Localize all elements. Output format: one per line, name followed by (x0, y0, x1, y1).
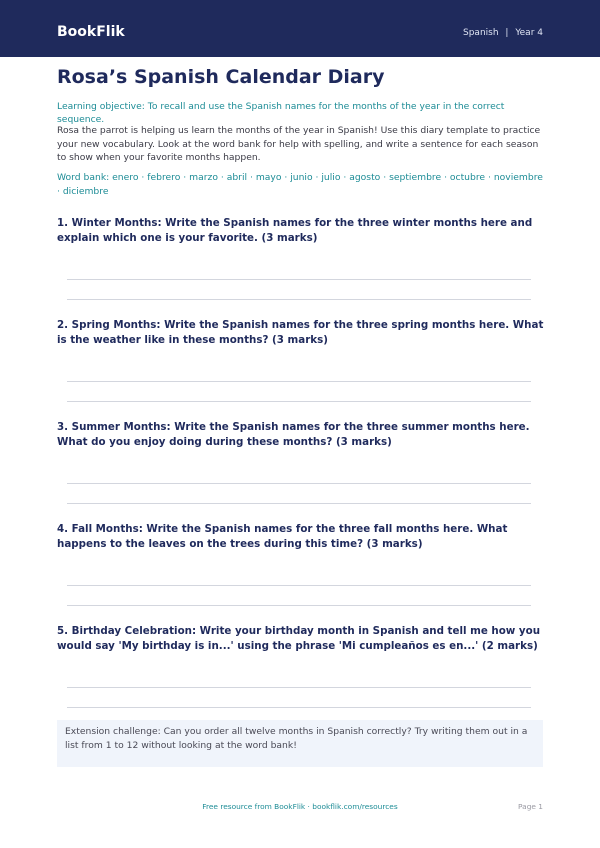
answer-line[interactable] (67, 503, 531, 504)
page-number: Page 1 (518, 802, 543, 811)
page-title: Rosa’s Spanish Calendar Diary (57, 66, 385, 88)
intro-paragraph: Rosa the parrot is helping us learn the months of the year in Spanish! Use this diary template to practice your new vocabulary. Look at the word bank for help with spelling, and write a sentence for each season to show when your favorite months happen. (57, 125, 541, 164)
answer-line[interactable] (67, 381, 531, 382)
subject-breadcrumb (463, 27, 543, 39)
answer-line[interactable] (67, 707, 531, 708)
question-winter: 1. Winter Months: Write the Spanish names for the three winter months here and explain which one is your favorite. (3 marks) (57, 217, 533, 244)
answer-line[interactable] (67, 585, 531, 586)
footer-credit[interactable]: Free resource from BookFlik · bookflik.com/resources (202, 802, 398, 811)
breadcrumb-separator: | (505, 28, 509, 38)
learning-objective: Learning objective: To recall and use the Spanish names for the months of the year in the correct sequence. (57, 101, 505, 125)
question-summer: 3. Summer Months: Write the Spanish names for the three summer months here. What do you enjoy doing during these months? (3 marks) (57, 421, 530, 448)
answer-line[interactable] (67, 299, 531, 300)
extension-challenge-box (57, 720, 543, 767)
extension-challenge-text: Extension challenge: Can you order all twelve months in Spanish correctly? Try writing them out in a list from 1 to 12 without looking at the word bank! (65, 726, 528, 751)
brand-logo[interactable]: BookFlik (57, 24, 125, 40)
answer-line[interactable] (67, 279, 531, 280)
year-label: Year 4 (515, 28, 543, 38)
answer-line[interactable] (67, 401, 531, 402)
question-fall: 4. Fall Months: Write the Spanish names for the three fall months here. What happens to the leaves on the trees during this time? (3 marks) (57, 523, 508, 550)
header-bar (0, 0, 600, 57)
question-spring: 2. Spring Months: Write the Spanish names for the three spring months here. What is the weather like in these months? (3 marks) (57, 319, 544, 346)
answer-line[interactable] (67, 605, 531, 606)
word-bank: Word bank: enero · febrero · marzo · abril · mayo · junio · julio · agosto · septiembre · octubre · noviembre · diciembre (57, 172, 543, 197)
question-birthday: 5. Birthday Celebration: Write your birthday month in Spanish and tell me how you would say 'My birthday is in...' using the phrase 'Mi cumpleaños es en...' (2 marks) (57, 625, 541, 652)
answer-line[interactable] (67, 483, 531, 484)
answer-line[interactable] (67, 687, 531, 688)
subject-label: Spanish (463, 28, 499, 38)
